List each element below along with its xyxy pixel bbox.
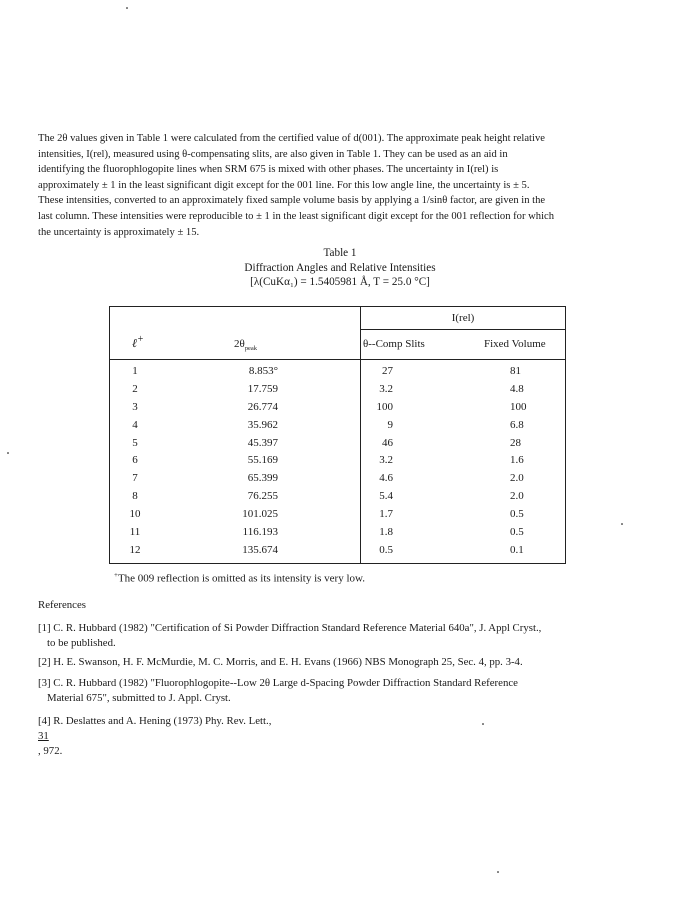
cell-2theta: 55.169 xyxy=(247,454,278,467)
cell-l: 1 xyxy=(132,365,138,377)
footnote-mark: + xyxy=(114,571,118,579)
cell-comp-slits-value: 1.8 xyxy=(379,526,393,539)
paragraph-line: identifying the fluorophlogopite lines when SRM 675 is mixed with other phases. The uncertainty in I(rel) is xyxy=(38,164,499,176)
table-footnote xyxy=(114,571,365,585)
cell-comp-slits-value: 9 xyxy=(387,418,393,431)
cell-l: 2 xyxy=(132,382,138,395)
cell-2theta: 101.025 xyxy=(242,508,278,521)
reference-line: Material 675", submitted to J. Appl. Cryst. xyxy=(47,691,231,704)
reference-line: [2] H. E. Swanson, H. F. McMurdie, M. C. Morris, and E. H. Evans (1966) NBS Monograph 25, Sec. 4, pp. 3-4. xyxy=(38,656,523,668)
table-row xyxy=(110,544,565,562)
cell-fixed-volume: 6.8 xyxy=(510,418,524,431)
table-row xyxy=(110,419,565,437)
cell-2theta: 35.962 xyxy=(247,418,278,431)
intro-paragraph xyxy=(38,131,644,240)
reference-1 xyxy=(38,621,644,651)
footnote-text: The 009 reflection is omitted as its intensity is very low. xyxy=(117,572,366,585)
cell-comp-slits-value: 27 xyxy=(382,365,393,377)
reference-volume: 31 xyxy=(38,729,49,742)
scan-speck xyxy=(126,7,128,9)
col-header-l xyxy=(132,334,144,351)
cell-2theta: 45.397 xyxy=(247,436,278,449)
cell-comp-slits-value: 46 xyxy=(382,436,393,449)
paragraph-line: intensities, I(rel), measured using θ-compensating slits, are also given in Table 1. They can be used as an aid in xyxy=(38,148,508,160)
cell-l: 8 xyxy=(132,490,138,503)
scan-speck xyxy=(621,523,623,525)
cell-2theta: 116.193 xyxy=(242,526,278,539)
reference-line xyxy=(38,714,644,758)
cell-l: 3 xyxy=(132,400,138,413)
cell-fixed-volume: 28 xyxy=(510,436,521,449)
table-row xyxy=(110,401,565,419)
cell-2theta: 76.255 xyxy=(247,490,278,503)
cell-fixed-volume: 100 xyxy=(510,400,527,413)
table-row xyxy=(110,365,565,383)
cell-l: 6 xyxy=(132,454,138,467)
cell-comp-slits-value: 4.6 xyxy=(379,472,393,485)
cell-comp-slits-value: 3.2 xyxy=(379,382,393,395)
cell-comp-slits-value: 5.4 xyxy=(379,490,393,503)
reference-line: to be published. xyxy=(47,636,116,649)
table-divider-group xyxy=(360,329,566,330)
table-row xyxy=(110,526,565,544)
reference-line: [3] C. R. Hubbard (1982) "Fluorophlogopite--Low 2θ Large d-Spacing Powder Diffraction Standard Reference xyxy=(38,677,518,689)
col-header-l-symbol: ℓ xyxy=(132,336,137,350)
col-header-fixed-volume: Fixed Volume xyxy=(484,338,546,350)
table-row xyxy=(110,472,565,490)
paragraph-line: approximately ± 1 in the least significant digit except for the 001 line. For this low angle line, the uncertainty is ± 5. xyxy=(38,179,530,191)
cell-l: 7 xyxy=(132,472,138,485)
table-caption-conditions: [λ(CuKα₁) = 1.5405981 Å, T = 25.0 °C] xyxy=(250,276,430,288)
col-header-2theta-sub: peak xyxy=(244,345,258,353)
cell-2theta: 8.853° xyxy=(248,365,278,377)
table-divider-header xyxy=(110,359,565,360)
scan-speck xyxy=(497,871,499,873)
cell-l: 4 xyxy=(132,418,138,431)
cell-l: 11 xyxy=(129,526,141,539)
table-row xyxy=(110,454,565,472)
scan-speck xyxy=(7,452,9,454)
paragraph-line: These intensities, converted to an approximately fixed sample volume basis by applying a 1/sinθ factor, are given in the xyxy=(38,195,546,207)
cell-l: 10 xyxy=(129,508,141,521)
cell-fixed-volume: 0.1 xyxy=(510,543,524,556)
col-header-comp-slits: θ--Comp Slits xyxy=(363,338,425,350)
cell-l: 12 xyxy=(129,543,141,556)
reference-text: [4] R. Deslattes and A. Hening (1973) Phy. Rev. Lett., xyxy=(38,715,272,727)
cell-fixed-volume: 0.5 xyxy=(510,508,524,521)
reference-line: [1] C. R. Hubbard (1982) "Certification of Si Powder Diffraction Standard Reference Material 640a", J. Appl Cryst., xyxy=(38,622,542,634)
irel-group-header: I(rel) xyxy=(451,312,475,324)
table-row xyxy=(110,383,565,401)
paragraph-line: The 2θ values given in Table 1 were calculated from the certified value of d(001). The approximate peak height relative xyxy=(38,133,545,144)
cell-fixed-volume: 0.5 xyxy=(510,526,524,539)
reference-4 xyxy=(38,714,644,758)
reference-text: , 972. xyxy=(38,744,63,757)
table-row xyxy=(110,508,565,526)
cell-2theta: 17.759 xyxy=(247,382,278,395)
table-body xyxy=(110,365,565,562)
col-header-2theta-symbol: 2θ xyxy=(234,338,245,350)
cell-2theta: 135.674 xyxy=(242,543,278,556)
diffraction-table xyxy=(109,306,566,564)
table-caption-title: Table 1 xyxy=(323,247,357,259)
cell-comp-slits-value: 3.2 xyxy=(379,454,393,467)
table-row xyxy=(110,490,565,508)
cell-fixed-volume: 2.0 xyxy=(510,472,524,485)
table-row xyxy=(110,437,565,455)
col-header-l-mark: + xyxy=(137,334,144,345)
reference-3 xyxy=(38,676,644,706)
col-header-2theta xyxy=(234,338,257,352)
cell-2theta: 26.774 xyxy=(247,400,278,413)
cell-comp-slits-value: 1.7 xyxy=(379,508,393,521)
cell-fixed-volume: 1.6 xyxy=(510,454,524,467)
cell-comp-slits-value: 0.5 xyxy=(379,543,393,556)
cell-l: 5 xyxy=(132,436,138,449)
cell-comp-slits-value: 100 xyxy=(376,400,393,413)
cell-fixed-volume: 2.0 xyxy=(510,490,524,503)
references-heading: References xyxy=(38,599,86,611)
reference-2 xyxy=(38,655,644,670)
paragraph-line: the uncertainty is approximately ± 15. xyxy=(38,226,200,238)
cell-fixed-volume: 81 xyxy=(510,365,521,377)
table-caption-subtitle: Diffraction Angles and Relative Intensities xyxy=(244,262,436,274)
cell-2theta: 65.399 xyxy=(247,472,278,485)
paragraph-line: last column. These intensities were reproducible to ± 1 in the least significant digit except for the 001 reflection for which xyxy=(38,210,555,222)
cell-fixed-volume: 4.8 xyxy=(510,382,524,395)
